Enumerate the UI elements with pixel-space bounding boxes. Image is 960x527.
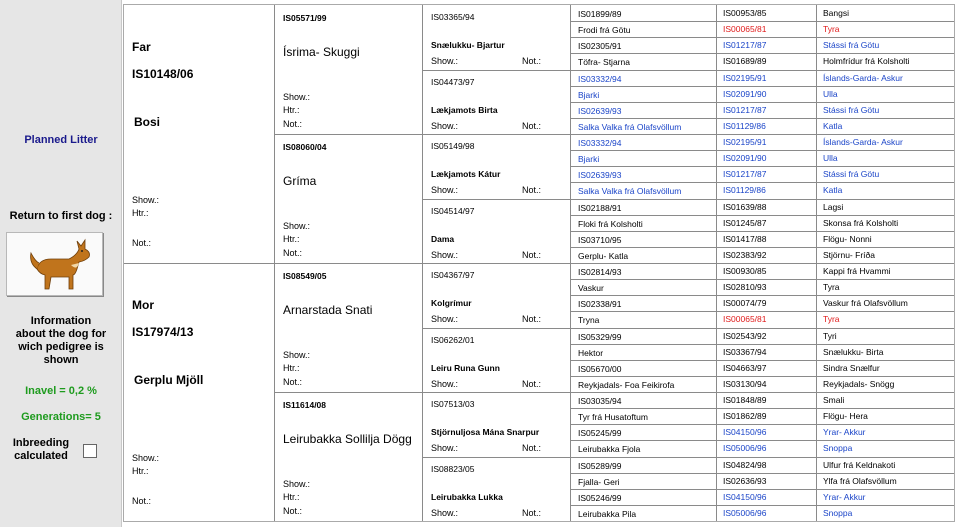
row-divider xyxy=(570,440,716,441)
show-label: Show.: xyxy=(132,453,160,463)
show-label: Show.: xyxy=(283,479,311,489)
not-label: Not.: xyxy=(522,185,542,195)
dog-name[interactable]: Frodi frá Götu xyxy=(578,25,631,36)
not-label: Not.: xyxy=(522,56,542,66)
info-line: wich pedigree is xyxy=(18,341,104,353)
info-text xyxy=(0,315,122,367)
row-divider xyxy=(570,53,716,54)
row-divider xyxy=(422,70,570,71)
not-label: Not.: xyxy=(283,248,303,258)
dog-thumbnail-button[interactable] xyxy=(6,232,103,296)
show-label: Show.: xyxy=(431,185,459,195)
dog-name[interactable]: Snoppa xyxy=(823,443,853,454)
dog-reg[interactable]: IS01417/88 xyxy=(723,233,767,244)
dog-name[interactable]: Bosi xyxy=(134,115,161,129)
dog-name[interactable]: Tyra xyxy=(823,314,840,325)
row-divider xyxy=(570,489,716,490)
dog-name[interactable]: Stássi frá Götu xyxy=(823,40,880,51)
dog-reg[interactable]: IS02338/91 xyxy=(578,299,622,310)
dog-name[interactable]: Salka Valka frá Olafsvöllum xyxy=(578,186,682,197)
row-divider xyxy=(716,150,954,151)
row-divider xyxy=(570,37,716,38)
dog-name[interactable]: Tryna xyxy=(578,315,600,326)
row-divider xyxy=(716,102,954,103)
not-label: Not.: xyxy=(132,496,152,506)
row-divider xyxy=(716,279,954,280)
row-divider xyxy=(570,408,716,409)
dog-name[interactable]: Tyri xyxy=(823,330,837,341)
dog-reg[interactable]: IS02636/93 xyxy=(723,475,767,486)
dog-name[interactable]: Leirubakka Fjola xyxy=(578,444,641,455)
row-divider xyxy=(570,392,716,393)
row-divider xyxy=(570,247,716,248)
not-label: Not.: xyxy=(522,507,542,518)
dog-name[interactable]: Íslands-Garda- Askur xyxy=(823,72,903,83)
dog-name[interactable]: Snælukku- Birta xyxy=(823,346,884,357)
dog-name[interactable]: Stássi frá Götu xyxy=(823,104,880,115)
row-divider xyxy=(716,53,954,54)
dog-name[interactable]: Stássi frá Götu xyxy=(823,169,880,180)
dog-reg[interactable]: IS04824/98 xyxy=(723,459,767,470)
not-label: Not.: xyxy=(132,238,152,248)
row-divider xyxy=(716,247,954,248)
dog-reg[interactable]: IS03332/94 xyxy=(578,73,622,84)
dog-reg[interactable]: IS01129/86 xyxy=(723,185,766,196)
dog-name[interactable]: Gríma xyxy=(283,174,317,188)
dog-name[interactable]: Tyra xyxy=(823,24,840,35)
row-divider xyxy=(716,37,954,38)
dog-name[interactable]: Smali xyxy=(823,395,845,405)
not-label: Not.: xyxy=(522,443,542,453)
row-divider xyxy=(716,328,954,329)
row-divider xyxy=(570,231,716,232)
dog-reg[interactable]: IS05670/00 xyxy=(578,363,622,374)
dog-name[interactable]: Flögu- Hera xyxy=(823,411,868,422)
dog-reg[interactable]: IS11614/08 xyxy=(283,400,327,410)
dog-reg[interactable]: IS01639/88 xyxy=(723,201,767,212)
dog-name[interactable]: Katla xyxy=(823,120,843,131)
dog-reg[interactable]: IS01689/89 xyxy=(723,56,767,67)
show-label: Show.: xyxy=(431,443,459,453)
inavel-value: Inavel = 0,2 % xyxy=(25,385,97,397)
dog-name[interactable]: Vaskur frá Olafsvöllum xyxy=(823,298,908,309)
dog-reg[interactable]: IS01217/87 xyxy=(723,104,767,115)
dog-reg[interactable]: IS03710/95 xyxy=(578,234,622,245)
dog-name[interactable]: Stjörnu- Fríða xyxy=(823,249,875,260)
row-divider xyxy=(716,215,954,216)
row-divider xyxy=(716,360,954,361)
show-label: Show.: xyxy=(431,56,459,66)
dog-name[interactable]: Reykjadals- Snögg xyxy=(823,378,895,389)
row-divider xyxy=(570,344,716,345)
row-divider xyxy=(716,392,954,393)
show-label: Show.: xyxy=(283,350,311,360)
not-label: Not.: xyxy=(522,249,542,260)
dog-name[interactable]: Kappi frá Hvammi xyxy=(823,266,891,276)
dog-reg[interactable]: IS02195/91 xyxy=(723,72,767,83)
show-label: Show.: xyxy=(431,314,459,324)
row-divider xyxy=(716,199,954,200)
row-divider xyxy=(570,70,716,71)
dog-reg[interactable]: IS05245/99 xyxy=(578,428,622,439)
row-divider xyxy=(716,182,954,183)
dog-name[interactable]: Arnarstada Snati xyxy=(283,303,373,317)
htr-label: Htr.: xyxy=(132,466,149,476)
dog-name[interactable]: Leirubakka Sollilja Dögg xyxy=(283,432,412,446)
dog-name[interactable]: Yrar- Akkur xyxy=(823,491,866,502)
dog-name[interactable]: Stjörnuljosa Mána Snarpur xyxy=(431,427,540,437)
row-divider xyxy=(124,263,274,264)
dog-name[interactable]: Ísrima- Skuggi xyxy=(283,45,360,59)
row-divider xyxy=(422,263,570,264)
row-divider xyxy=(716,473,954,474)
sidebar xyxy=(0,0,122,527)
inbreeding-checkbox[interactable] xyxy=(83,444,97,458)
dog-reg[interactable]: IS00074/79 xyxy=(723,298,767,309)
dog-reg[interactable]: IS08060/04 xyxy=(283,142,327,152)
dog-reg[interactable]: IS04514/97 xyxy=(431,205,475,216)
dog-name[interactable]: Tyr frá Husatoftum xyxy=(578,412,648,423)
dog-reg[interactable]: IS00953/85 xyxy=(723,8,767,18)
dog-reg[interactable]: IS02814/93 xyxy=(578,267,622,277)
row-divider xyxy=(422,392,570,393)
dog-reg[interactable]: IS03130/94 xyxy=(723,378,767,389)
show-label: Show.: xyxy=(431,249,459,260)
dog-reg[interactable]: IS05571/99 xyxy=(283,13,327,23)
row-divider xyxy=(570,166,716,167)
dog-name[interactable]: Leirubakka Lukka xyxy=(431,491,503,502)
dog-name[interactable]: Hektor xyxy=(578,347,604,358)
dog-name[interactable]: Vaskur xyxy=(578,283,604,294)
dog-name[interactable]: Dama xyxy=(431,233,455,244)
pedigree-table xyxy=(123,4,955,522)
inbreeding-label xyxy=(6,437,76,463)
dog-reg[interactable]: IS05246/99 xyxy=(578,492,622,503)
dog-name[interactable]: Töfra- Stjarna xyxy=(578,57,630,68)
dog-reg[interactable]: IS04473/97 xyxy=(431,76,475,87)
dog-reg[interactable]: IS05006/96 xyxy=(723,507,767,518)
row-divider xyxy=(422,199,570,200)
dog-reg[interactable]: IS06262/01 xyxy=(431,334,475,345)
htr-label: Htr.: xyxy=(283,492,300,502)
planned-litter-link[interactable]: Planned Litter xyxy=(24,134,98,146)
dog-name[interactable]: Gerplu Mjöll xyxy=(134,373,204,387)
row-divider xyxy=(570,182,716,183)
row-divider xyxy=(570,215,716,216)
dog-reg[interactable]: IS01217/87 xyxy=(723,169,767,180)
row-divider xyxy=(570,311,716,312)
dog-name[interactable]: Sindra Snælfur xyxy=(823,362,880,373)
row-divider xyxy=(570,199,716,200)
dog-reg[interactable]: IS02305/91 xyxy=(578,41,622,52)
row-divider xyxy=(570,102,716,103)
row-divider xyxy=(570,21,716,22)
not-label: Not.: xyxy=(522,314,542,324)
row-divider xyxy=(570,118,716,119)
htr-label: Htr.: xyxy=(283,363,300,373)
row-divider xyxy=(716,21,954,22)
dog-reg[interactable]: IS01899/89 xyxy=(578,9,622,19)
dog-name[interactable]: Leirubakka Pila xyxy=(578,508,637,519)
dog-reg[interactable]: IS01129/86 xyxy=(723,120,766,131)
info-line: about the dog for xyxy=(15,328,107,340)
dog-name[interactable]: Salka Valka frá Olafsvöllum xyxy=(578,121,682,132)
dog-reg[interactable]: IS02810/93 xyxy=(723,282,767,293)
dog-reg[interactable]: IS08549/05 xyxy=(283,271,327,281)
dog-name[interactable]: Kolgrímur xyxy=(431,298,472,308)
dog-name[interactable]: Floki frá Kolsholti xyxy=(578,218,643,229)
dog-reg[interactable]: IS07513/03 xyxy=(431,399,475,409)
dog-name[interactable]: Bjarki xyxy=(578,89,600,100)
row-divider xyxy=(716,166,954,167)
dog-name[interactable]: Tyra xyxy=(823,282,840,293)
dog-name[interactable]: Gerplu- Katla xyxy=(578,250,629,261)
dog-name[interactable]: Ylfa frá Olafsvöllum xyxy=(823,475,897,486)
row-divider xyxy=(570,505,716,506)
dog-name[interactable]: Skonsa frá Kolsholti xyxy=(823,217,899,228)
dog-reg[interactable]: IS03367/94 xyxy=(723,346,767,357)
not-label: Not.: xyxy=(283,506,303,516)
dog-name[interactable]: Flögu- Nonni xyxy=(823,233,872,244)
show-label: Show.: xyxy=(283,92,311,102)
dog-reg[interactable]: IS05289/99 xyxy=(578,460,622,471)
dog-name[interactable]: Bangsi xyxy=(823,8,849,18)
dog-reg[interactable]: IS00065/81 xyxy=(723,314,767,325)
dog-reg[interactable]: IS00930/85 xyxy=(723,266,767,276)
dog-reg[interactable]: IS03332/94 xyxy=(578,138,622,148)
row-divider xyxy=(716,118,954,119)
dog-name[interactable]: Holmfrídur frá Kolsholti xyxy=(823,56,910,67)
dog-role: Mor xyxy=(132,298,154,312)
dog-reg[interactable]: IS02091/90 xyxy=(723,153,767,164)
not-label: Not.: xyxy=(522,378,542,389)
show-label: Show.: xyxy=(431,507,459,518)
inbreeding-line: Inbreeding xyxy=(12,437,70,449)
dog-name[interactable]: Katla xyxy=(823,185,843,196)
dog-reg[interactable]: IS02639/93 xyxy=(578,170,622,181)
show-label: Show.: xyxy=(431,378,459,389)
dog-reg[interactable]: IS02091/90 xyxy=(723,88,767,99)
htr-label: Htr.: xyxy=(132,208,149,218)
htr-label: Htr.: xyxy=(283,105,300,115)
dog-name[interactable]: Ulla xyxy=(823,153,838,164)
dog-reg[interactable]: IS05149/98 xyxy=(431,141,475,151)
dog-role: Far xyxy=(132,40,151,54)
info-line: shown xyxy=(43,354,79,366)
dog-name[interactable]: Bjarki xyxy=(578,154,600,165)
row-divider xyxy=(716,457,954,458)
generations-value: Generations= 5 xyxy=(21,411,101,423)
dog-name[interactable]: Ulla xyxy=(823,88,838,99)
dog-name[interactable]: Ulfur frá Keldnakoti xyxy=(823,459,896,470)
dog-reg[interactable]: IS01848/89 xyxy=(723,395,767,405)
dog-reg[interactable]: IS02195/91 xyxy=(723,137,767,147)
show-label: Show.: xyxy=(431,120,459,131)
dog-name[interactable]: Snoppa xyxy=(823,507,853,518)
dog-reg[interactable]: IS04663/97 xyxy=(723,362,767,373)
dog-reg[interactable]: IS01862/89 xyxy=(723,411,767,422)
dog-name[interactable]: Reykjadals- Foa Feikirofa xyxy=(578,379,675,390)
row-divider xyxy=(274,263,422,264)
row-divider xyxy=(716,489,954,490)
show-label: Show.: xyxy=(283,221,311,231)
inbreeding-line: calculated xyxy=(14,450,68,462)
dog-reg[interactable]: IS05006/96 xyxy=(723,443,767,454)
row-divider xyxy=(716,311,954,312)
row-divider xyxy=(716,70,954,71)
row-divider xyxy=(570,328,716,329)
dog-reg[interactable]: IS04150/96 xyxy=(723,491,767,502)
dog-reg[interactable]: IS04367/97 xyxy=(431,270,475,280)
not-label: Not.: xyxy=(283,377,303,387)
dog-name[interactable]: Lækjamots Birta xyxy=(431,104,498,115)
row-divider xyxy=(274,392,422,393)
row-divider xyxy=(570,457,716,458)
info-line: Information xyxy=(30,315,92,327)
dog-reg[interactable]: IS08823/05 xyxy=(431,463,475,474)
return-to-first-dog-label: Return to first dog : xyxy=(9,210,113,222)
not-label: Not.: xyxy=(283,119,303,129)
row-divider xyxy=(716,408,954,409)
row-divider xyxy=(422,328,570,329)
dog-name[interactable]: Yrar- Akkur xyxy=(823,427,866,438)
row-divider xyxy=(716,134,954,135)
row-divider xyxy=(716,424,954,425)
row-divider xyxy=(570,134,716,135)
row-divider xyxy=(570,473,716,474)
row-divider xyxy=(716,344,954,345)
not-label: Not.: xyxy=(522,120,542,131)
dog-reg[interactable]: IS03035/94 xyxy=(578,396,622,406)
dog-reg[interactable]: IS02543/92 xyxy=(723,330,767,341)
row-divider xyxy=(274,134,422,135)
htr-label: Htr.: xyxy=(283,234,300,244)
dog-reg[interactable]: IS04150/96 xyxy=(723,427,767,438)
row-divider xyxy=(570,86,716,87)
dog-name[interactable]: Fjalla- Geri xyxy=(578,476,620,487)
row-divider xyxy=(716,376,954,377)
row-divider xyxy=(716,440,954,441)
row-divider xyxy=(422,134,570,135)
row-divider xyxy=(716,505,954,506)
row-divider xyxy=(716,86,954,87)
row-divider xyxy=(422,457,570,458)
dog-reg[interactable]: IS02383/92 xyxy=(723,249,767,260)
dog-name[interactable]: Lagsi xyxy=(823,201,844,212)
row-divider xyxy=(570,263,716,264)
dog-reg[interactable]: IS05329/99 xyxy=(578,331,622,342)
dog-reg[interactable]: IS01245/87 xyxy=(723,217,767,228)
show-label: Show.: xyxy=(132,195,160,205)
row-divider xyxy=(570,295,716,296)
row-divider xyxy=(570,150,716,151)
dog-name[interactable]: Snælukku- Bjartur xyxy=(431,40,505,50)
row-divider xyxy=(570,376,716,377)
dog-name[interactable]: Íslands-Garda- Askur xyxy=(823,137,903,147)
dog-name[interactable]: Lækjamots Kátur xyxy=(431,169,501,179)
dog-reg[interactable]: IS00065/81 xyxy=(723,24,767,35)
dog-reg[interactable]: IS02188/91 xyxy=(578,202,622,213)
dog-reg[interactable]: IS01217/87 xyxy=(723,40,767,51)
dog-reg[interactable]: IS10148/06 xyxy=(132,67,194,81)
row-divider xyxy=(570,279,716,280)
dog-icon xyxy=(7,233,104,297)
row-divider xyxy=(716,231,954,232)
dog-reg[interactable]: IS17974/13 xyxy=(132,325,194,339)
row-divider xyxy=(716,295,954,296)
row-divider xyxy=(570,424,716,425)
dog-reg[interactable]: IS02639/93 xyxy=(578,105,622,116)
dog-name[interactable]: Leiru Runa Gunn xyxy=(431,362,500,373)
row-divider xyxy=(570,360,716,361)
dog-reg[interactable]: IS03365/94 xyxy=(431,12,475,22)
row-divider xyxy=(716,263,954,264)
